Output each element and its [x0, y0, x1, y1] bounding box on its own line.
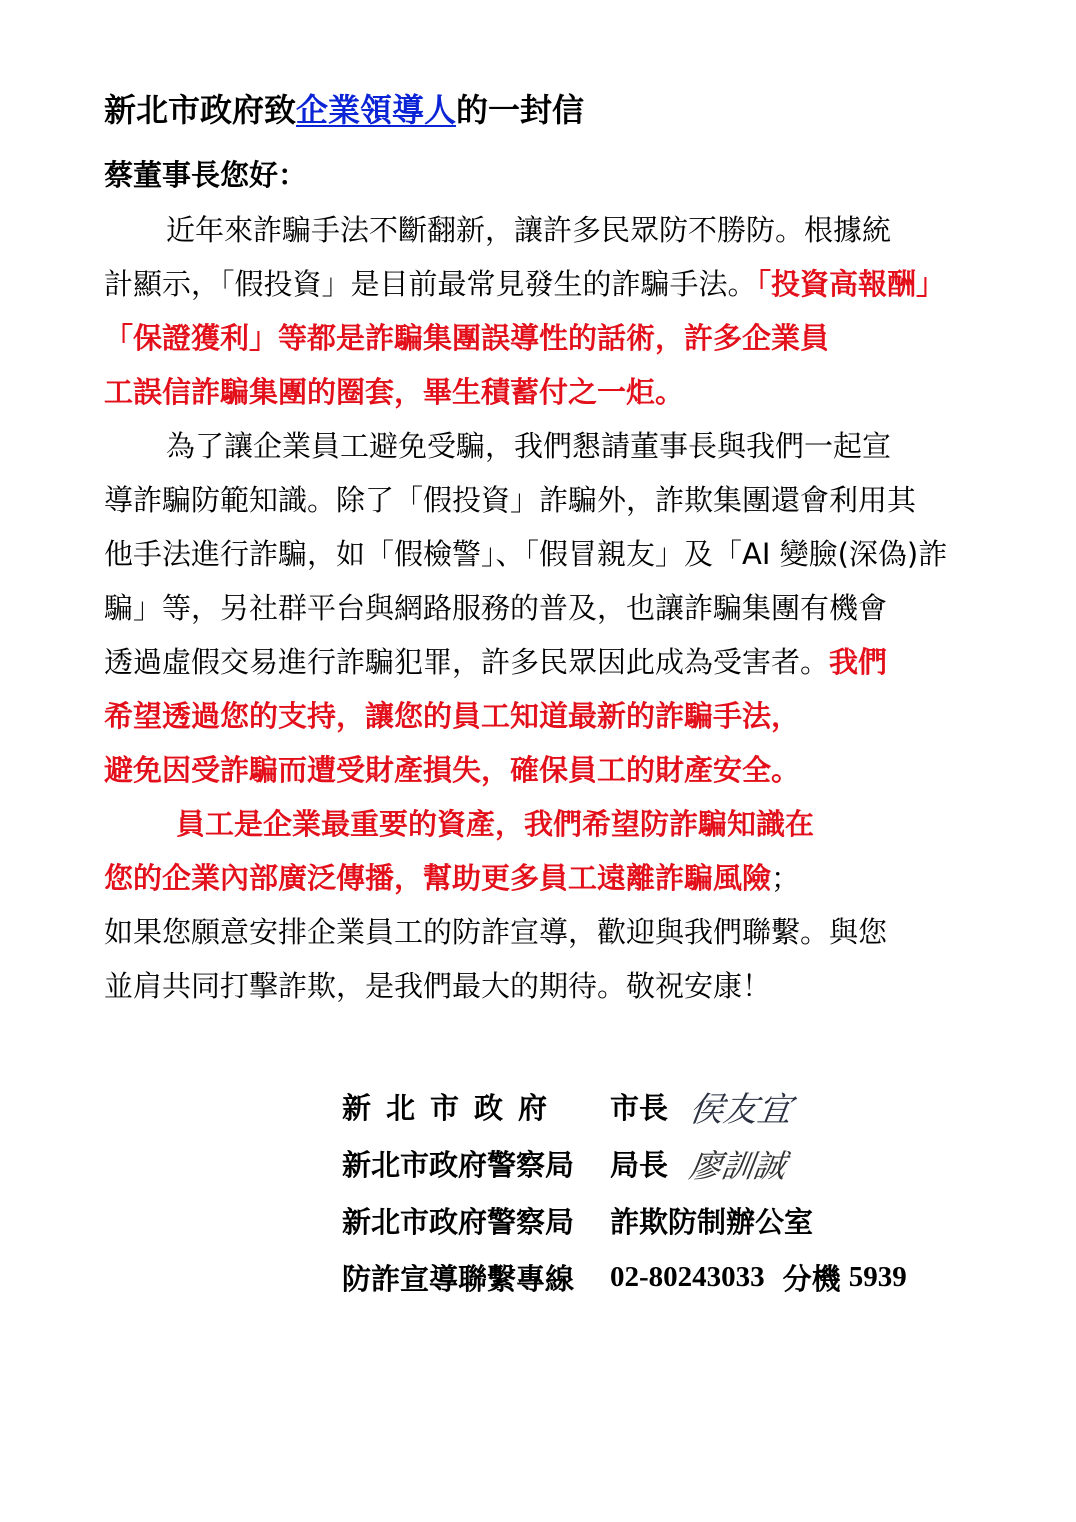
sig-org-city: 新北市政府	[342, 1091, 563, 1125]
hotline-phone[interactable]: 02-80243033	[610, 1261, 765, 1293]
p2-line4: 騙」等，另社群平台與網路服務的普及，也讓詐騙集團有機會	[104, 591, 888, 625]
p2-line2: 導詐騙防範知識。除了「假投資」詐騙外，詐欺集團還會利用其	[104, 483, 917, 517]
p1-line1: 近年來詐騙手法不斷翻新，讓許多民眾防不勝防。根據統	[166, 213, 892, 247]
sig-title-mayor: 市長	[610, 1091, 669, 1125]
p1-line2: 計顯示，「假投資」是目前最常見發生的詐騙手法。「投資高報酬」	[104, 267, 946, 301]
title-suffix: 的一封信	[456, 91, 585, 129]
p1-line3: 「保證獲利」等都是詐騙集團誤導性的話術，許多企業員	[104, 321, 830, 355]
hotline-ext: 5939	[848, 1261, 907, 1293]
chief-signature: 廖訓誠	[687, 1146, 789, 1185]
mayor-signature: 侯友宜	[686, 1090, 795, 1130]
greeting: 蔡董事長您好：	[104, 158, 308, 192]
sig-org-police-2: 新北市政府警察局	[342, 1205, 575, 1239]
sig-org-police: 新北市政府警察局	[342, 1148, 575, 1182]
signature-row-hotline	[342, 1249, 1002, 1306]
signature-row-mayor	[342, 1078, 1002, 1135]
hotline-ext-label: 分機	[782, 1262, 841, 1296]
p1-line4: 工誤信詐騙集團的圈套，畢生積蓄付之一炬。	[104, 375, 685, 409]
letter-body	[104, 203, 974, 1013]
signature-row-antifraud-office	[342, 1192, 1002, 1249]
letter-title	[104, 84, 984, 136]
title-prefix: 新北市政府致	[104, 91, 297, 129]
p3-line4: 並肩共同打擊詐欺，是我們最大的期待。敬祝安康！	[104, 969, 772, 1003]
p2-line5: 透過虛假交易進行詐騙犯罪，許多民眾因此成為受害者。我們	[104, 645, 888, 679]
p2-line6: 希望透過您的支持，讓您的員工知道最新的詐騙手法，	[104, 699, 801, 733]
p2-line7: 避免因受詐騙而遭受財產損失，確保員工的財產安全。	[104, 753, 801, 787]
p2-line1: 為了讓企業員工避免受騙，我們懇請董事長與我們一起宣	[166, 429, 892, 463]
p3-line3: 如果您願意安排企業員工的防詐宣導，歡迎與我們聯繫。與您	[104, 915, 888, 949]
title-link[interactable]: 企業領導人	[296, 91, 457, 129]
signature-row-police-chief	[342, 1135, 1002, 1192]
sig-title-chief: 局長	[610, 1148, 669, 1182]
p3-line1: 員工是企業最重要的資產，我們希望防詐騙知識在	[176, 807, 815, 841]
p2-line3: 他手法進行詐騙，如「假檢警」、「假冒親友」及「AI 變臉(深偽)詐	[104, 537, 948, 571]
hotline-label: 防詐宣導聯繫專線	[342, 1262, 575, 1296]
sig-office-name: 詐欺防制辦公室	[610, 1205, 814, 1239]
p3-line2: 您的企業內部廣泛傳播，幫助更多員工遠離詐騙風險；	[104, 861, 801, 895]
signature-block	[342, 1078, 1002, 1306]
